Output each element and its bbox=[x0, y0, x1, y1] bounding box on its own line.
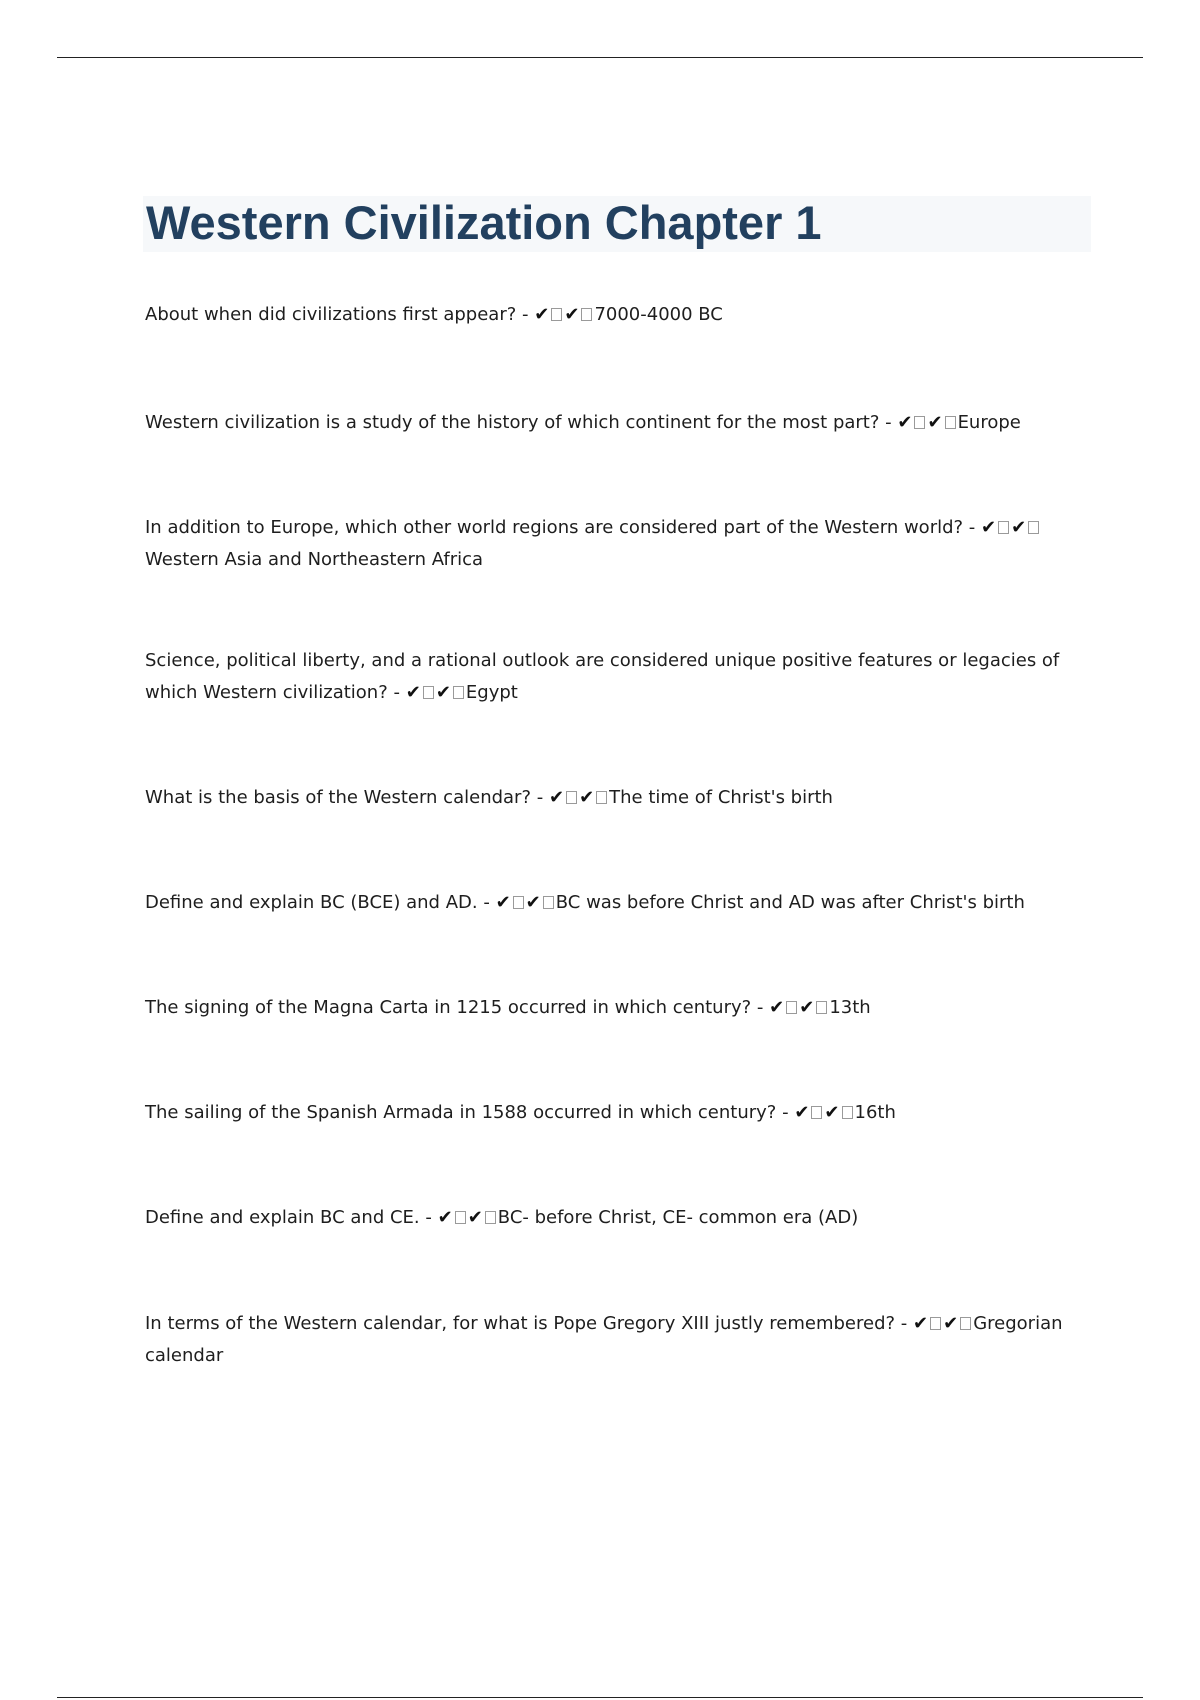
check-mark-icon: ✔ bbox=[943, 1313, 959, 1334]
check-mark-icon: ✔ bbox=[435, 682, 451, 703]
check-mark-icon: ✔ bbox=[495, 892, 511, 913]
qa-item-6 bbox=[145, 887, 1090, 919]
placeholder-box-icon bbox=[455, 1211, 466, 1224]
qa-item-4 bbox=[145, 645, 1090, 709]
placeholder-box-icon bbox=[945, 416, 956, 429]
qa-item-5 bbox=[145, 782, 1090, 814]
qa-item-1 bbox=[145, 299, 1090, 331]
footer-rule bbox=[57, 1697, 1143, 1698]
qa-item-8 bbox=[145, 1097, 1090, 1129]
separator: - bbox=[531, 787, 549, 808]
placeholder-box-icon bbox=[566, 791, 577, 804]
placeholder-box-icon bbox=[914, 416, 925, 429]
placeholder-box-icon bbox=[842, 1106, 853, 1119]
check-mark-icon: ✔ bbox=[1011, 517, 1027, 538]
qa-item-2 bbox=[145, 407, 1090, 439]
answer-text: 16th bbox=[854, 1102, 896, 1123]
answer-text: 13th bbox=[829, 997, 871, 1018]
separator: - bbox=[776, 1102, 795, 1123]
check-mark-icon: ✔ bbox=[534, 304, 550, 325]
placeholder-box-icon bbox=[786, 1001, 797, 1014]
answer-text: Egypt bbox=[465, 682, 518, 703]
separator: - bbox=[477, 892, 496, 913]
qa-item-3 bbox=[145, 512, 1090, 576]
answer-text: BC was before Christ and AD was after Christ's birth bbox=[555, 892, 1025, 913]
check-mark-icon: ✔ bbox=[548, 787, 565, 808]
check-mark-icon: ✔ bbox=[927, 412, 943, 433]
separator: - bbox=[516, 304, 535, 325]
answer-text: Western Asia and Northeastern Africa bbox=[145, 549, 484, 570]
qa-item-10 bbox=[145, 1308, 1090, 1372]
placeholder-box-icon bbox=[811, 1106, 822, 1119]
question-text: Science, political liberty, and a rational outlook are considered unique positive features or legacies of which Western civilization? bbox=[145, 650, 1060, 703]
placeholder-box-icon bbox=[513, 896, 524, 909]
check-mark-icon: ✔ bbox=[769, 997, 785, 1018]
placeholder-box-icon bbox=[543, 896, 554, 909]
separator: - bbox=[751, 997, 770, 1018]
qa-item-7 bbox=[145, 992, 1090, 1024]
check-mark-icon: ✔ bbox=[405, 682, 421, 703]
question-text: Western civilization is a study of the history of which continent for the most part? bbox=[145, 412, 880, 433]
check-mark-icon: ✔ bbox=[564, 304, 580, 325]
placeholder-box-icon bbox=[998, 521, 1009, 534]
check-mark-icon: ✔ bbox=[824, 1102, 840, 1123]
answer-text: Gregorian calendar bbox=[145, 1313, 1063, 1366]
placeholder-box-icon bbox=[551, 308, 562, 321]
answer-text: 7000-4000 BC bbox=[594, 304, 723, 325]
check-mark-icon: ✔ bbox=[794, 1102, 810, 1123]
separator: - bbox=[419, 1207, 438, 1228]
question-text: Define and explain BC (BCE) and AD. bbox=[145, 892, 478, 913]
page-title: Western Civilization Chapter 1 bbox=[146, 196, 822, 249]
question-text: The signing of the Magna Carta in 1215 occurred in which century? bbox=[145, 997, 752, 1018]
separator: - bbox=[963, 517, 982, 538]
question-text: Define and explain BC and CE. bbox=[145, 1207, 420, 1228]
check-mark-icon: ✔ bbox=[579, 787, 595, 808]
separator: - bbox=[895, 1313, 914, 1334]
check-mark-icon: ✔ bbox=[525, 892, 541, 913]
answer-text: Europe bbox=[957, 412, 1021, 433]
placeholder-box-icon bbox=[1028, 521, 1039, 534]
question-text: What is the basis of the Western calendar? bbox=[145, 787, 532, 808]
question-text: In addition to Europe, which other world regions are considered part of the Western world? bbox=[145, 517, 964, 538]
placeholder-box-icon bbox=[930, 1317, 941, 1330]
check-mark-icon: ✔ bbox=[981, 517, 997, 538]
placeholder-box-icon bbox=[596, 791, 607, 804]
answer-text: The time of Christ's birth bbox=[609, 787, 833, 808]
placeholder-box-icon bbox=[581, 308, 592, 321]
header-rule bbox=[57, 57, 1143, 58]
answer-text: BC- before Christ, CE- common era (AD) bbox=[497, 1207, 859, 1228]
placeholder-box-icon bbox=[485, 1211, 496, 1224]
placeholder-box-icon bbox=[816, 1001, 827, 1014]
check-mark-icon: ✔ bbox=[437, 1207, 453, 1228]
check-mark-icon: ✔ bbox=[913, 1313, 929, 1334]
qa-item-9 bbox=[145, 1202, 1090, 1234]
question-text: The sailing of the Spanish Armada in 1588 occurred in which century? bbox=[145, 1102, 777, 1123]
question-text: In terms of the Western calendar, for what is Pope Gregory XIII justly remembered? bbox=[145, 1313, 896, 1334]
placeholder-box-icon bbox=[423, 686, 434, 699]
check-mark-icon: ✔ bbox=[799, 997, 815, 1018]
placeholder-box-icon bbox=[453, 686, 464, 699]
check-mark-icon: ✔ bbox=[897, 412, 913, 433]
separator: - bbox=[387, 682, 406, 703]
separator: - bbox=[879, 412, 898, 433]
check-mark-icon: ✔ bbox=[467, 1207, 483, 1228]
question-text: About when did civilizations first appear? bbox=[145, 304, 517, 325]
placeholder-box-icon bbox=[960, 1317, 971, 1330]
